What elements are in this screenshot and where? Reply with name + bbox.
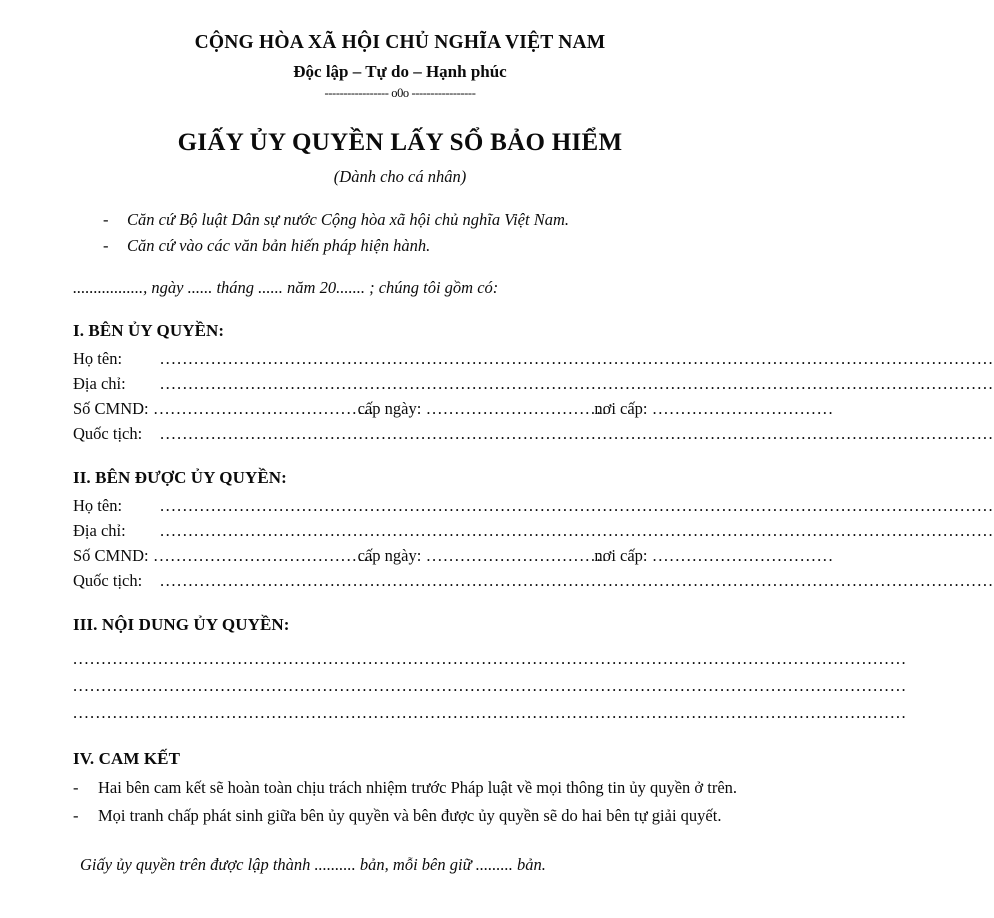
field-label-nationality: Quốc tịch: [73, 423, 143, 443]
section-heading-two: II. BÊN ĐƯỢC ỦY QUYỀN: [73, 468, 287, 488]
closing-statement: Giấy ủy quyền trên được lập thành .......... bản, mỗi bên giữ ......... bản. [80, 855, 546, 875]
field-row-nationality [73, 421, 994, 446]
ornament-separator: ----------------- o0o ----------------- [324, 85, 476, 100]
commitment-item [73, 803, 768, 830]
field-row-id [73, 396, 835, 421]
field-row-address [73, 371, 994, 396]
field-row-name [73, 346, 994, 371]
field-label-name: Họ tên: [73, 496, 123, 516]
fill-in-blank-address[interactable]: ................................................................................................................................................... [160, 373, 994, 393]
field-row-nationality [73, 568, 994, 593]
fill-in-blank-nationality[interactable]: ................................................................................................................................................... [160, 423, 994, 443]
dash-bullet-icon: - [103, 210, 109, 230]
section-heading-four: IV. CAM KẾT [73, 748, 181, 768]
field-label-issue-place: nơi cấp: [594, 398, 648, 418]
legal-basis-item [103, 233, 800, 259]
field-label-id-number: Số CMND: [73, 546, 149, 566]
field-label-name: Họ tên: [73, 348, 123, 368]
fill-in-blank-content-line[interactable]: ................................................................................................................................................... [73, 702, 908, 722]
section-one-fields [0, 346, 994, 446]
field-label-id-number: Số CMND: [73, 398, 149, 418]
fill-in-blank-id-number[interactable]: ....................................... [153, 546, 375, 566]
fill-in-blank-nationality[interactable]: ................................................................................................................................................... [160, 571, 994, 591]
field-row-name [73, 493, 994, 518]
field-label-issue-date: cấp ngày: [357, 546, 422, 566]
commitment-item [73, 775, 768, 802]
document-page [0, 31, 994, 918]
legal-basis-text: Căn cứ Bộ luật Dân sự nước Cộng hòa xã hội chủ nghĩa Việt Nam. [127, 210, 570, 230]
fill-in-blank-issue-place[interactable]: ................................ [652, 398, 835, 418]
fill-in-blank-issue-place[interactable]: ................................ [652, 546, 835, 566]
field-label-issue-date: cấp ngày: [357, 398, 422, 418]
section-heading-one: I. BÊN ỦY QUYỀN: [73, 320, 225, 340]
legal-basis-item [103, 207, 800, 233]
section-two-fields [0, 493, 994, 593]
field-row-id [73, 543, 835, 568]
field-label-issue-place: nơi cấp: [594, 546, 648, 566]
fill-in-blank-content-line[interactable]: ................................................................................................................................................... [73, 648, 908, 668]
authorization-content-lines [0, 646, 908, 727]
date-line: ................., ngày ...... tháng ...... năm 20....... ; chúng tôi gồm có: [73, 277, 499, 297]
fill-in-blank-name[interactable]: ................................................................................................................................................... [160, 496, 994, 516]
dash-bullet-icon: - [73, 777, 79, 797]
country-name: CỘNG HÒA XÃ HỘI CHỦ NGHĨA VIỆT NAM [194, 32, 606, 53]
section-heading-three: III. NỘI DUNG ỦY QUYỀN: [73, 615, 290, 635]
commitment-list [0, 775, 800, 830]
field-row-address [73, 518, 994, 543]
legal-basis-list [0, 207, 800, 258]
fill-in-blank-content-line[interactable]: ................................................................................................................................................... [73, 675, 908, 695]
dash-bullet-icon: - [103, 235, 109, 255]
national-heading [0, 31, 800, 101]
fill-in-blank-id-number[interactable]: ....................................... [153, 398, 375, 418]
commitment-text: Hai bên cam kết sẽ hoàn toàn chịu trách nhiệm trước Pháp luật về mọi thông tin ủy quyền ở trên. [98, 777, 738, 797]
field-label-address: Địa chỉ: [73, 373, 126, 393]
field-label-nationality: Quốc tịch: [73, 571, 143, 591]
fill-in-blank-name[interactable]: ................................................................................................................................................... [160, 348, 994, 368]
page-title: GIẤY ỦY QUYỀN LẤY SỔ BẢO HIỂM [177, 128, 623, 156]
dash-bullet-icon: - [73, 806, 79, 826]
page-subtitle: (Dành cho cá nhân) [333, 166, 467, 186]
field-label-address: Địa chỉ: [73, 521, 126, 541]
national-motto: Độc lập – Tự do – Hạnh phúc [293, 62, 507, 82]
fill-in-blank-issue-date[interactable]: ................................ [426, 546, 608, 566]
fill-in-blank-issue-date[interactable]: ................................ [426, 398, 608, 418]
fill-in-blank-address[interactable]: ................................................................................................................................................... [160, 521, 994, 541]
commitment-text: Mọi tranh chấp phát sinh giữa bên ủy quyền và bên được ủy quyền sẽ do hai bên tự giải quyết. [98, 806, 722, 826]
legal-basis-text: Căn cứ vào các văn bản hiến pháp hiện hành. [127, 235, 431, 255]
